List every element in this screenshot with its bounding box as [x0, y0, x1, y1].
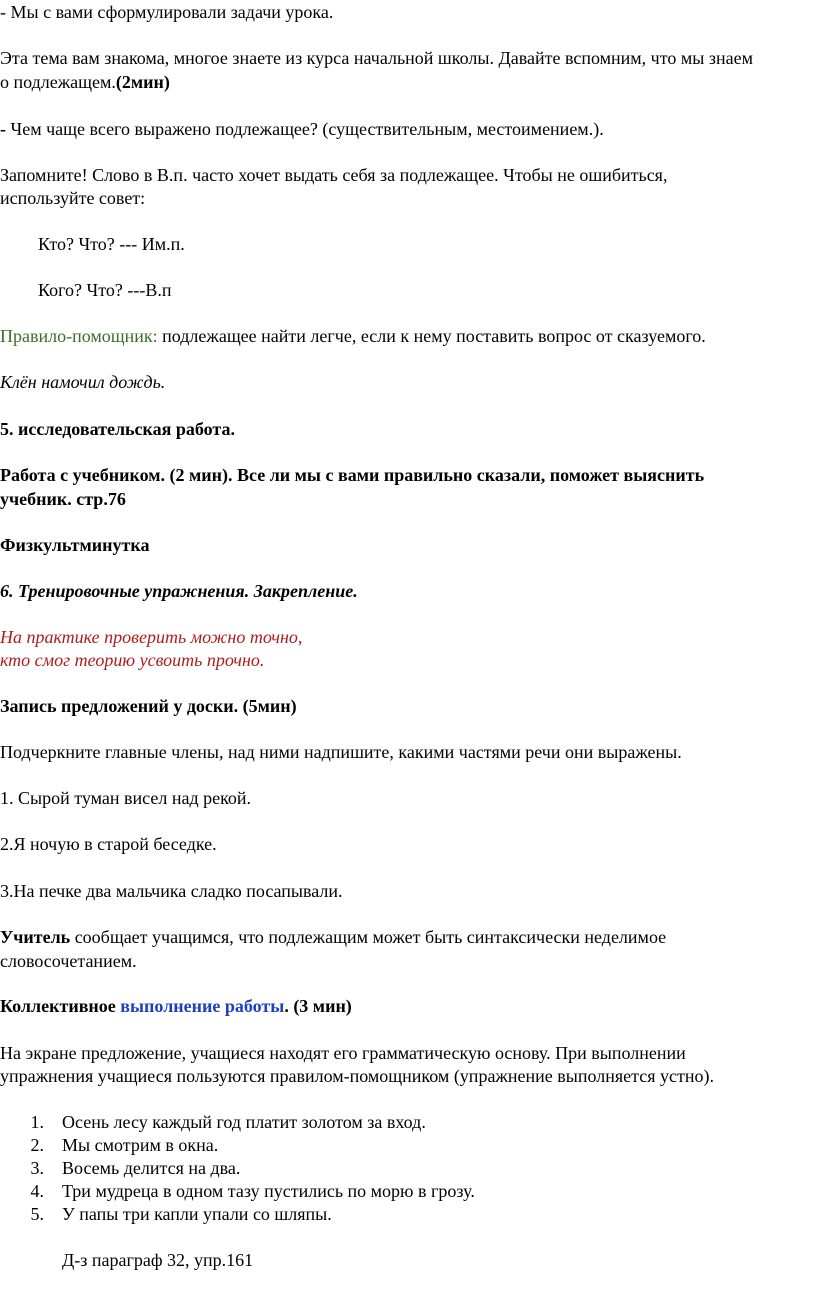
section-5-heading: 5. исследовательская работа.	[0, 419, 235, 439]
motto-line-1: На практике проверить можно точно,	[0, 627, 303, 647]
motto-line-2: кто смог теорию усвоить прочно.	[0, 650, 265, 670]
question-text: Чем чаще всего выражено подлежащее? (существительным, местоимением.).	[6, 119, 604, 139]
list-item	[0, 1133, 812, 1157]
list-text: Осень лесу каждый год платит золотом за вход.	[62, 1112, 426, 1132]
collective-blue: выполнение работы	[120, 996, 285, 1016]
example-sentence: Клён намочил дождь.	[0, 372, 166, 392]
remember-line-1: Запомните! Слово в В.п. часто хочет выдать себя за подлежащее. Чтобы не ошибиться,	[0, 165, 668, 185]
textbook-line-2: учебник. стр.76	[0, 489, 126, 509]
list-number: 1.	[30, 1112, 44, 1132]
list-text: Три мудреца в одном тазу пустились по морю в грозу.	[62, 1181, 475, 1201]
list-number: 2.	[30, 1135, 44, 1155]
collective-time: . (3 мин)	[284, 996, 352, 1016]
list-text: Мы смотрим в окна.	[62, 1135, 219, 1155]
list-item	[0, 1202, 812, 1226]
sentence-1: 1. Сырой туман висел над рекой.	[0, 788, 252, 808]
screen-line-1: На экране предложение, учащиеся находят его грамматическую основу. При выполнении	[0, 1043, 686, 1063]
fizkult-heading: Физкультминутка	[0, 535, 150, 555]
topic-line-2	[0, 70, 812, 94]
list-text: У папы три капли упали со шляпы.	[62, 1204, 332, 1224]
topic-text: о подлежащем.	[0, 72, 116, 92]
list-item	[0, 1110, 812, 1134]
homework-line: Д-з параграф 32, упр.161	[62, 1250, 254, 1270]
question-line	[0, 117, 812, 141]
question-dash: -	[0, 119, 6, 139]
list-item	[0, 1179, 812, 1203]
list-item	[0, 1156, 812, 1180]
list-number: 3.	[30, 1158, 44, 1178]
topic-line-1: Эта тема вам знакома, многое знаете из курса начальной школы. Давайте вспомним, что мы знаем	[0, 48, 753, 68]
tip-nominative: Кто? Что? --- Им.п.	[38, 234, 185, 254]
remember-line-2: используйте совет:	[0, 188, 146, 208]
teacher-label: Учитель	[0, 927, 71, 947]
task-line: Подчеркните главные члены, над ними надпишите, какими частями речи они выражены.	[0, 742, 682, 762]
sentence-3: 3.На печке два мальчика сладко посапывали.	[0, 881, 343, 901]
helper-rule	[0, 324, 812, 348]
teacher-text: сообщает учащимся, что подлежащим может быть синтаксически неделимое	[70, 927, 667, 947]
list-number: 5.	[30, 1204, 44, 1224]
sentence-2: 2.Я ночую в старой беседке.	[0, 834, 217, 854]
section-6-heading: 6. Тренировочные упражнения. Закрепление.	[0, 581, 358, 601]
list-number: 4.	[30, 1181, 44, 1201]
teacher-line-1	[0, 925, 812, 949]
collective-heading	[0, 994, 812, 1018]
tip-accusative: Кого? Что? ---В.п	[38, 280, 172, 300]
board-heading: Запись предложений у доски. (5мин)	[0, 696, 297, 716]
helper-rule-label: Правило-помощник:	[0, 326, 158, 346]
collective-label: Коллективное	[0, 996, 121, 1016]
textbook-line-1: Работа с учебником. (2 мин). Все ли мы с вами правильно сказали, поможет выяснить	[0, 465, 705, 485]
list-text: Восемь делится на два.	[62, 1158, 241, 1178]
topic-time: (2мин)	[115, 72, 170, 92]
screen-line-2: упражнения учащиеся пользуются правилом-помощником (упражнение выполняется устно).	[0, 1066, 714, 1086]
teacher-line-2: словосочетанием.	[0, 951, 137, 971]
helper-rule-text: подлежащее найти легче, если к нему поставить вопрос от сказуемого.	[157, 326, 706, 346]
intro-line: - Мы с вами сформулировали задачи урока.	[0, 2, 334, 22]
